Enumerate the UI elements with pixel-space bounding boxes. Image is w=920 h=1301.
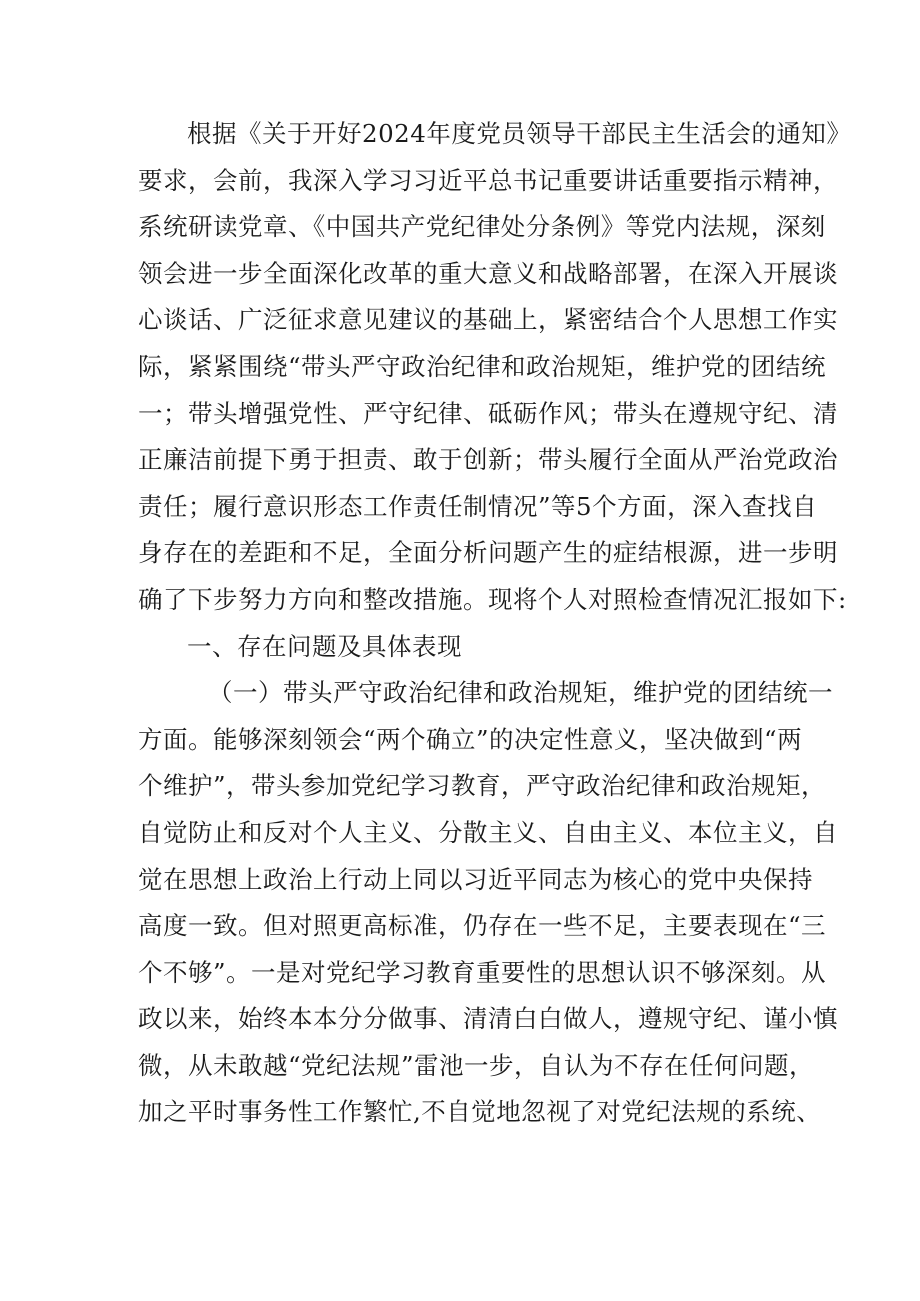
paragraph-line: 确了下步努力方向和整改措施。现将个人对照检查情况汇报如下: — [138, 584, 847, 614]
paragraph-line: 加之平时事务性工作繁忙,不自觉地忽视了对党纪法规的系统、 — [138, 1097, 822, 1127]
paragraph-line: 个维护”，带头参加党纪学习教育，严守政治纪律和政治规矩， — [138, 771, 827, 801]
subsection-heading-line: （一）带头严守政治纪律和政治规矩，维护党的团结统一 — [208, 678, 833, 708]
paragraph-line: 领会进一步全面深化改革的重大意义和战略部署，在深入开展谈 — [138, 258, 838, 288]
section-heading: 一、存在问题及具体表现 — [187, 631, 462, 661]
paragraph-line: 责任；履行意识形态工作责任制情况”等5个方面，深入查找自 — [138, 491, 818, 521]
paragraph-line: 正廉洁前提下勇于担责、敢于创新；带头履行全面从严治党政治 — [138, 445, 838, 475]
paragraph-line: 身存在的差距和不足，全面分析问题产生的症结根源，进一步明 — [138, 538, 838, 568]
paragraph-line: 高度一致。但对照更高标准，仍存在一些不足，主要表现在“三 — [138, 911, 827, 941]
paragraph-line: 根据《关于开好2024年度党员领导干部民主生活会的通知》 — [187, 119, 852, 148]
document-body — [138, 111, 852, 1136]
paragraph-line: 政以来，始终本本分分做事、清清白白做人，遵规守纪、谨小慎 — [138, 1004, 838, 1034]
paragraph-line: 方面。能够深刻领会“两个确立”的决定性意义，坚决做到“两 — [138, 724, 803, 754]
paragraph-line: 个不够”。一是对党纪学习教育重要性的思想认识不够深刻。从 — [138, 957, 827, 987]
paragraph-line: 心谈话、广泛征求意见建议的基础上，紧密结合个人思想工作实 — [138, 305, 838, 335]
paragraph-line: 一；带头增强党性、严守纪律、砥砺作风；带头在遵规守纪、清 — [138, 398, 838, 428]
paragraph-line: 觉在思想上政治上行动上同以习近平同志为核心的党中央保持 — [138, 864, 813, 894]
paragraph-line: 自觉防止和反对个人主义、分散主义、自由主义、本位主义，自 — [138, 817, 838, 847]
paragraph-line: 系统研读党章、《中国共产党纪律处分条例》等党内法规，深刻 — [138, 212, 826, 242]
paragraph-line: 微，从未敢越“党纪法规”雷池一步，自认为不存在任何问题， — [138, 1050, 815, 1080]
paragraph-line: 际，紧紧围绕“带头严守政治纪律和政治规矩，维护党的团结统 — [138, 351, 827, 381]
paragraph-line: 要求，会前，我深入学习习近平总书记重要讲话重要指示精神， — [138, 165, 838, 195]
